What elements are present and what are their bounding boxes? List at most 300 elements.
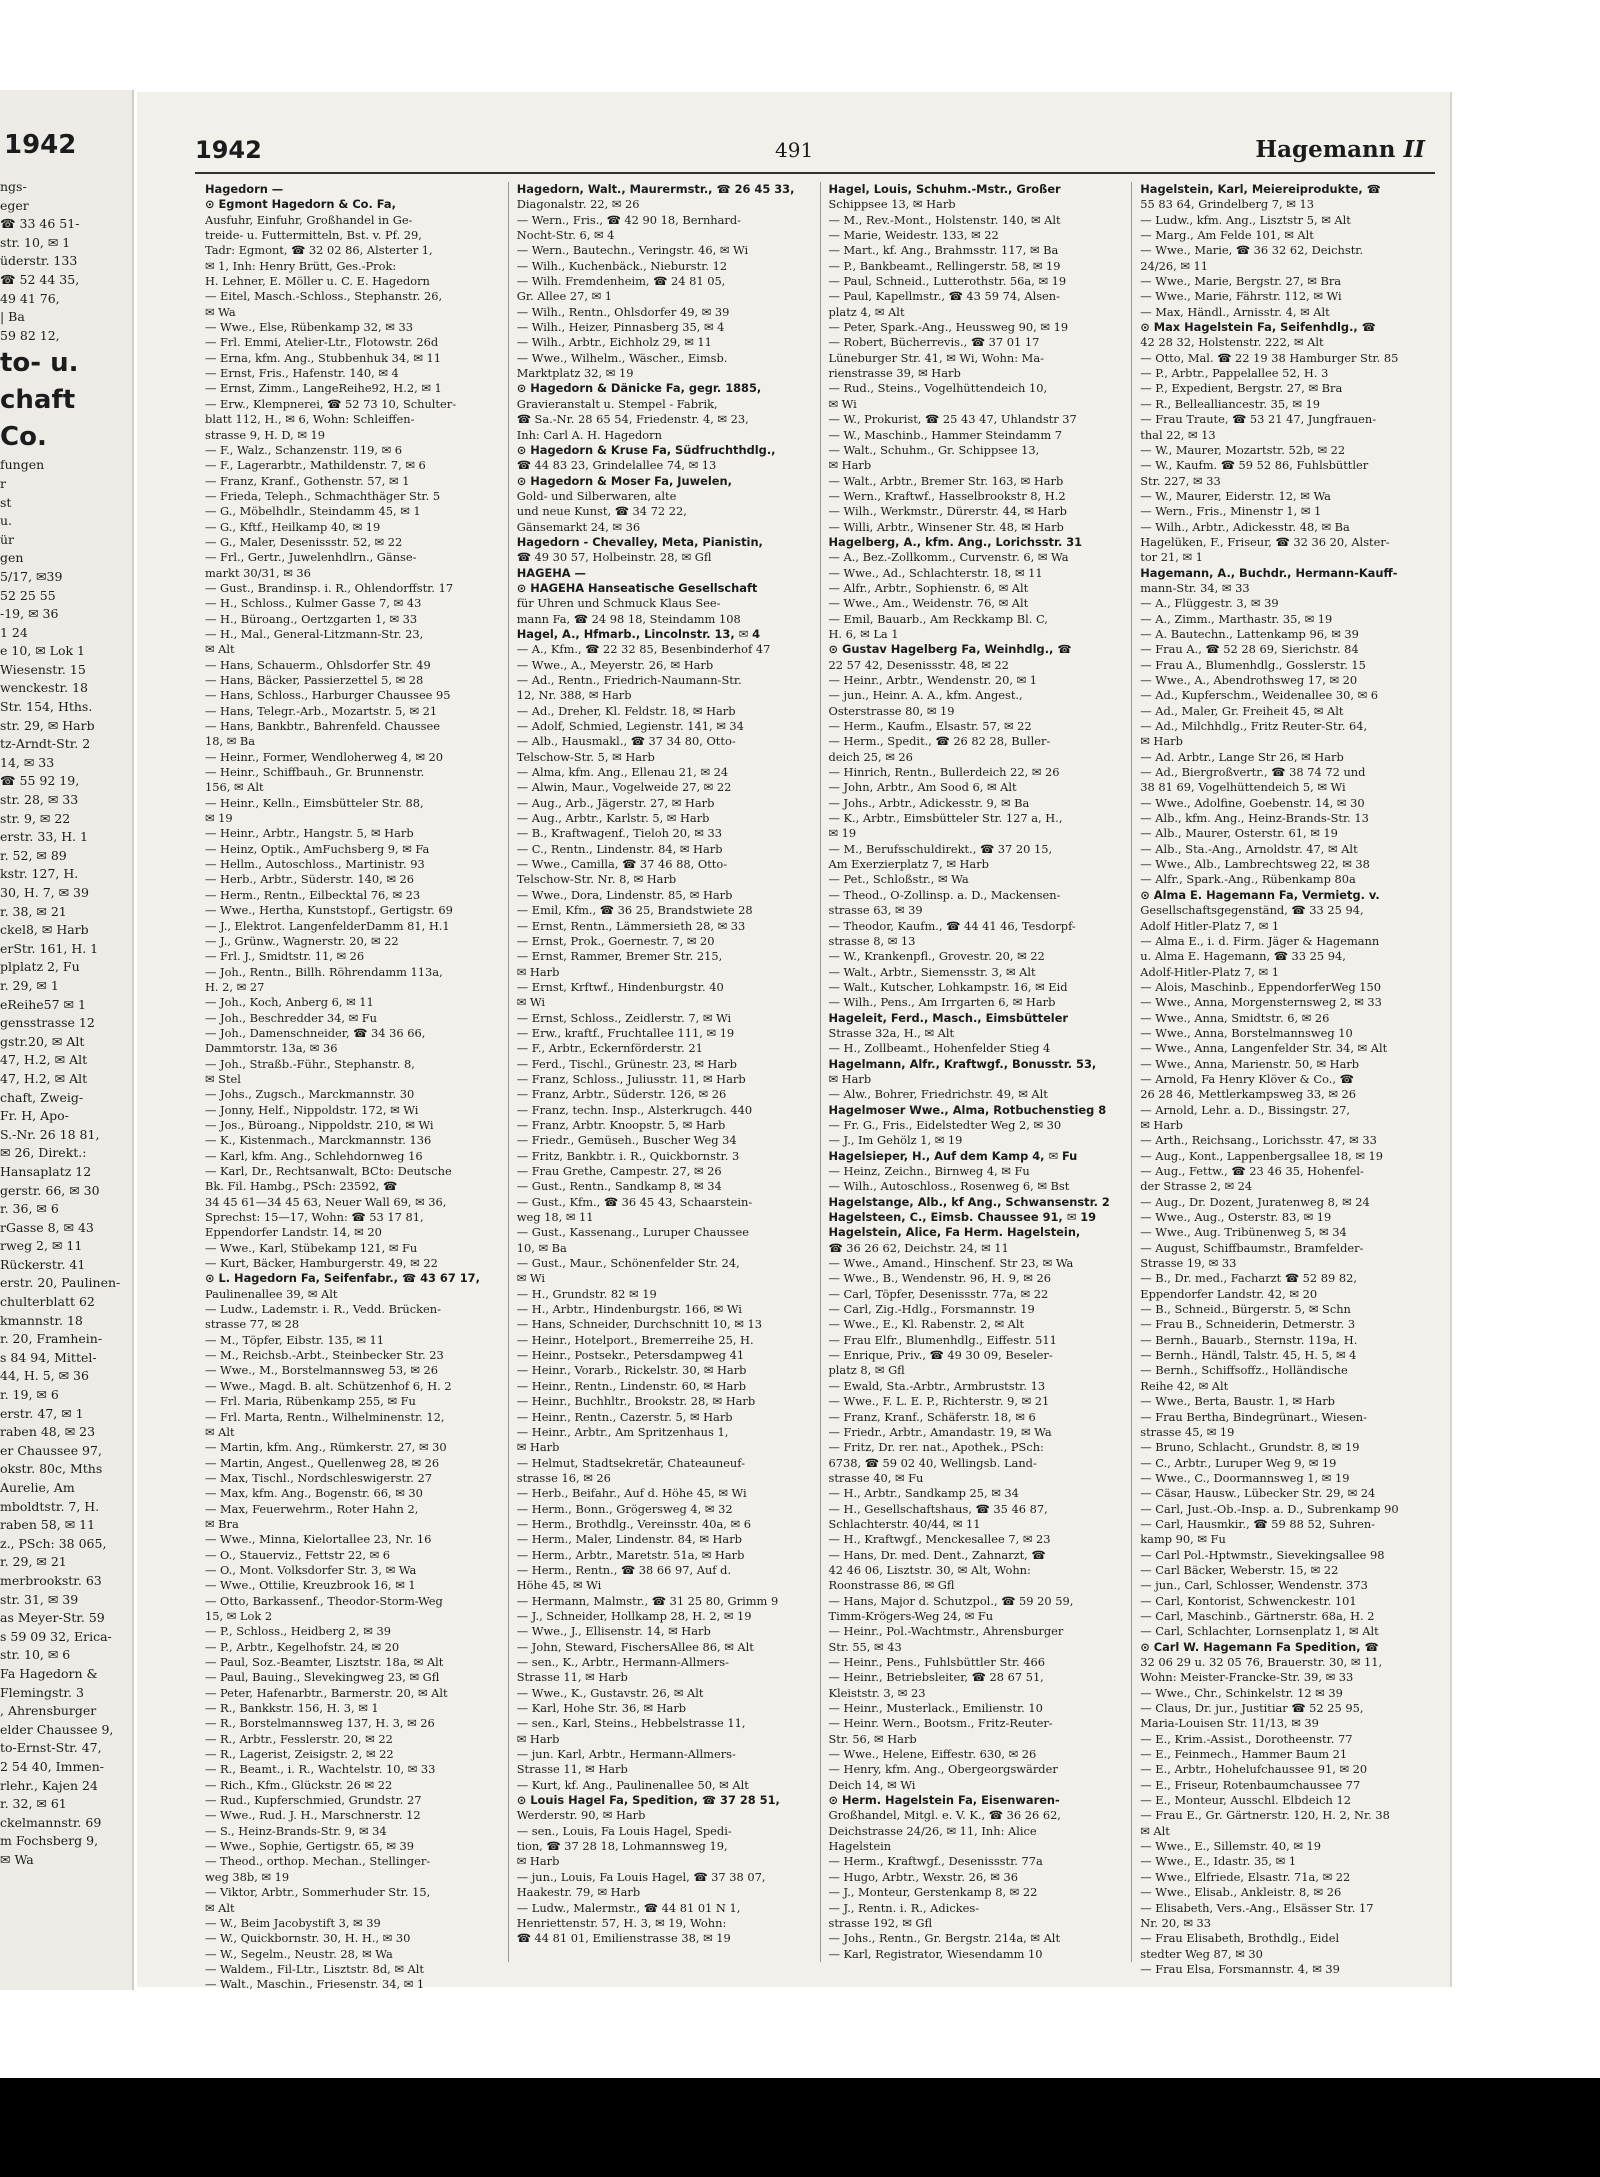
directory-entry-line: — Martin, kfm. Ang., Rümkerstr. 27, ✉ 30	[205, 1440, 447, 1455]
directory-entry-line: Hagelüken, F., Friseur, ☎ 32 36 20, Alster-	[1140, 534, 1390, 549]
directory-entry-line: — Wwe., Helene, Eiffestr. 630, ✉ 26	[828, 1747, 1037, 1762]
directory-entry-line: 24/26, ✉ 11	[1140, 258, 1208, 273]
directory-entry-line: ✉ Alt	[205, 1424, 235, 1439]
directory-entry-line: — Carl, Maschinb., Gärtnerstr. 68a, H. 2	[1140, 1608, 1375, 1623]
directory-entry-line: Diagonalstr. 22, ✉ 26	[516, 197, 640, 212]
previous-page-line: -19, ✉ 36	[0, 606, 59, 622]
directory-entry-line: — Ewald, Sta.-Arbtr., Armbruststr. 13	[828, 1378, 1046, 1393]
directory-entry-line: treide- u. Futtermitteln, Bst. v. Pf. 29,	[205, 228, 422, 243]
directory-entry-line: — Heinz, Zeichn., Birnweg 4, ✉ Fu	[828, 1164, 1030, 1178]
directory-entry-line: 55 83 64, Grindelberg 7, ✉ 13	[1140, 197, 1314, 212]
directory-entry-line: — Herm., Arbtr., Maretstr. 51a, ✉ Harb	[516, 1547, 745, 1562]
previous-page-line: chulterblatt 62	[0, 1294, 95, 1310]
directory-entry-line: Am Exerzierplatz 7, ✉ Harb	[828, 857, 989, 872]
previous-page-line: str. 9, ✉ 22	[0, 810, 71, 826]
directory-entry-line: — Wwe., B., Wendenstr. 96, H. 9, ✉ 26	[828, 1271, 1051, 1286]
previous-page-line: chaft, Zweig-	[0, 1089, 84, 1105]
previous-page-line: z., PSch: 38 065,	[0, 1535, 107, 1551]
directory-entry-line: ✉ Wi	[828, 396, 857, 411]
directory-entry-line: 6738, ☎ 59 02 40, Wellingsb. Land-	[828, 1455, 1037, 1470]
previous-page-line: kstr. 127, H.	[0, 866, 79, 882]
directory-entry-line: — M., Rev.-Mont., Holstenstr. 140, ✉ Alt	[828, 212, 1061, 227]
previous-page-line: Rückerstr. 41	[0, 1256, 86, 1272]
directory-entry-line: — Marie, Weidestr. 133, ✉ 22	[828, 228, 999, 243]
directory-entry-line: — Hermann, Malmstr., ☎ 31 25 80, Grimm 9	[516, 1593, 779, 1608]
previous-page-edge	[0, 90, 134, 1990]
directory-entry-line: — A., Kfm., ☎ 22 32 85, Besenbinderhof 47	[516, 642, 771, 657]
directory-entry-line: — A. Bautechn., Lattenkamp 96, ✉ 39	[1140, 626, 1359, 641]
directory-entry-line: — Frau A., ☎ 52 28 69, Sierichstr. 84	[1140, 642, 1359, 657]
directory-entry-line: — Frau Elisabeth, Brothdlg., Eidel	[1140, 1931, 1340, 1946]
directory-entry-line: — Ernst, Rentn., Lämmersieth 28, ✉ 33	[516, 918, 746, 933]
directory-entry-line: — Marg., Am Felde 101, ✉ Alt	[1140, 228, 1314, 243]
directory-entry-line: — J., Schneider, Hollkamp 28, H. 2, ✉ 19	[516, 1608, 752, 1623]
directory-entry-line: Lüneburger Str. 41, ✉ Wi, Wohn: Ma-	[828, 350, 1044, 365]
directory-entry-line: — C., Rentn., Lindenstr. 84, ✉ Harb	[516, 841, 723, 856]
directory-entry-line: — Aug., Arbtr., Karlstr. 5, ✉ Harb	[516, 811, 710, 826]
previous-page-line: str. 10, ✉ 1	[0, 234, 71, 250]
directory-entry-line: Adolf Hitler-Platz 7, ✉ 1	[1140, 918, 1280, 933]
directory-entry-line: — Ernst, Prok., Goernestr. 7, ✉ 20	[516, 933, 715, 948]
page-number: 491	[775, 138, 814, 162]
previous-page-line: tz-Arndt-Str. 2	[0, 736, 91, 752]
directory-entry-line: stedter Weg 87, ✉ 30	[1140, 1946, 1263, 1961]
directory-entry-line: Eppendorfer Landstr. 14, ✉ 20	[205, 1225, 382, 1240]
previous-page-line: ☎ 55 92 19,	[0, 773, 80, 789]
directory-entry-line: — Wwe., Else, Rübenkamp 32, ✉ 33	[205, 320, 413, 335]
directory-entry-line: — Ludw., Lademstr. i. R., Vedd. Brücken-	[205, 1302, 441, 1317]
directory-entry-line: — Frau Elfr., Blumenhdlg., Eiffestr. 511	[828, 1332, 1057, 1347]
previous-page-line: ☎ 33 46 51-	[0, 216, 80, 232]
directory-entry-line: der Strasse 2, ✉ 24	[1140, 1179, 1253, 1194]
directory-entry-line: — G., Maler, Desenissstr. 52, ✉ 22	[205, 534, 403, 549]
directory-entry-line: — Wwe., C., Doormannsweg 1, ✉ 19	[1140, 1470, 1350, 1485]
directory-entry-line: — Aug., Arb., Jägerstr. 27, ✉ Harb	[516, 795, 715, 810]
directory-entry-line: — Hans, Bankbtr., Bahrenfeld. Chaussee	[205, 719, 440, 734]
directory-entry-line: — E., Monteur, Ausschl. Elbdeich 12	[1140, 1793, 1351, 1808]
directory-entry-line: — Emil, Bauarb., Am Reckkamp Bl. C,	[828, 611, 1048, 626]
previous-page-line: er Chaussee 97,	[0, 1442, 102, 1458]
directory-entry-line: — Joh., Koch, Anberg 6, ✉ 11	[205, 995, 374, 1010]
directory-entry-line: Telschow-Str. 5, ✉ Harb	[516, 749, 655, 764]
previous-page-line: ür	[0, 531, 15, 547]
directory-entry-line: Hagelstange, Alb., kf Ang., Schwansenstr. 2	[828, 1194, 1110, 1209]
directory-entry-line: ✉ Alt	[205, 1900, 235, 1915]
directory-entry-line: Großhandel, Mitgl. e. V. K., ☎ 36 26 62,	[828, 1808, 1061, 1823]
directory-entry-line: H. 6, ✉ La 1	[828, 626, 899, 641]
directory-entry-line: ☎ Sa.-Nr. 28 65 54, Friedenstr. 4, ✉ 23,	[516, 412, 749, 427]
directory-entry-line: — Frau Grethe, Campestr. 27, ✉ 26	[516, 1164, 722, 1178]
directory-entry-line: — Heinr., Postsekr., Petersdampweg 41	[516, 1348, 745, 1363]
directory-entry-line: — Alma E., i. d. Firm. Jäger & Hagemann	[1140, 933, 1380, 948]
previous-page-line: | Ba	[0, 309, 25, 325]
previous-page-line: str. 10, ✉ 6	[0, 1647, 71, 1663]
directory-entry-line: Eppendorfer Landstr. 42, ✉ 20	[1140, 1286, 1318, 1301]
directory-entry-line: — O., Stauerviz., Fettstr 22, ✉ 6	[205, 1547, 390, 1562]
previous-page-line: rlehr., Kajen 24	[0, 1777, 98, 1793]
directory-entry-line: — Wwe., Minna, Kielortallee 23, Nr. 16	[205, 1532, 432, 1547]
directory-entry-line: — Aug., Kont., Lappenbergsallee 18, ✉ 19	[1140, 1148, 1384, 1163]
directory-entry-line: — Wwe., Aug., Osterstr. 83, ✉ 19	[1140, 1210, 1332, 1225]
directory-entry-line: — M., Berufsschuldirekt., ☎ 37 20 15,	[828, 841, 1053, 856]
previous-page-line: rweg 2, ✉ 11	[0, 1238, 83, 1254]
directory-entry-line: — Karl, Hohe Str. 36, ✉ Harb	[516, 1701, 687, 1716]
previous-page-line: 14, ✉ 33	[0, 754, 55, 770]
directory-entry-line: — J., Im Gehölz 1, ✉ 19	[828, 1133, 963, 1148]
directory-entry-line: — Aug., Fettw., ☎ 23 46 35, Hohenfel-	[1140, 1164, 1364, 1178]
directory-entry-line: — Wwe., Karl, Stübekamp 121, ✉ Fu	[205, 1240, 418, 1255]
directory-entry-line: — P., Expedient, Bergstr. 27, ✉ Bra	[1140, 381, 1343, 396]
directory-entry-line: — Paul, Schneid., Lutterothstr. 56a, ✉ 19	[828, 274, 1067, 289]
directory-entry-line: — Alb., Maurer, Osterstr. 61, ✉ 19	[1140, 826, 1338, 841]
directory-entry-line: — Fritz, Bankbtr. i. R., Quickbornstr. 3	[516, 1148, 740, 1163]
directory-entry-line: — Wwe., Sophie, Gertigstr. 65, ✉ 39	[205, 1839, 415, 1854]
previous-page-year: 1942	[4, 130, 77, 160]
previous-page-line: 5/17, ✉39	[0, 568, 63, 584]
directory-entry-line: — Willi, Arbtr., Winsener Str. 48, ✉ Harb	[828, 519, 1064, 534]
previous-page-line: 59 82 12,	[0, 327, 60, 343]
directory-entry-line: — Heinr., Vorarb., Rickelstr. 30, ✉ Harb	[516, 1363, 747, 1378]
previous-page-line: 1 24	[0, 624, 28, 640]
directory-entry-line: — R., Arbtr., Fesslerstr. 20, ✉ 22	[205, 1731, 393, 1746]
directory-entry-line: — W., Kaufm. ☎ 59 52 86, Fuhlsbüttler	[1140, 458, 1369, 473]
directory-entry-line: — Alois, Maschinb., EppendorferWeg 150	[1140, 979, 1382, 994]
directory-entry-line: — Hans, Dr. med. Dent., Zahnarzt, ☎	[828, 1547, 1046, 1562]
previous-page-line: erStr. 161, H. 1	[0, 940, 99, 956]
previous-page-line: eReihe57 ✉ 1	[0, 996, 86, 1012]
directory-entry-line: — Frau E., Gr. Gärtnerstr. 120, H. 2, Nr. 38	[1140, 1808, 1390, 1823]
previous-page-line: r. 29, ✉ 1	[0, 977, 59, 993]
directory-entry-line: u. Alma E. Hagemann, ☎ 33 25 94,	[1140, 949, 1346, 964]
directory-entry-line: ✉ Wi	[516, 1271, 546, 1286]
directory-entry-line: — Carl, Just.-Ob.-Insp. a. D., Subrenkamp 90	[1140, 1501, 1399, 1516]
directory-entry-line: — Wern., Bautechn., Veringstr. 46, ✉ Wi	[516, 243, 749, 258]
directory-entry-line: — Friedr., Gemüseh., Buscher Weg 34	[516, 1133, 737, 1148]
directory-entry-line: weg 38b, ✉ 19	[205, 1869, 290, 1884]
previous-page-line: s 59 09 32, Erica-	[0, 1628, 112, 1644]
directory-entry-line: ⊙ Gustav Hagelberg Fa, Weinhdlg., ☎	[828, 642, 1072, 657]
directory-entry-line: — sen., K., Arbtr., Hermann-Allmers-	[516, 1655, 729, 1669]
directory-entry-line: Hagel, Louis, Schuhm.-Mstr., Großer	[828, 182, 1061, 196]
directory-entry-line: Strasse 11, ✉ Harb	[516, 1670, 628, 1685]
directory-entry-line: — Wwe., E., Idastr. 35, ✉ 1	[1140, 1854, 1297, 1869]
directory-entry-line: — Heinr., Rentn., Lindenstr. 60, ✉ Harb	[516, 1378, 747, 1393]
directory-entry-line: — C., Arbtr., Luruper Weg 9, ✉ 19	[1140, 1455, 1337, 1470]
directory-entry-line: — Carl, Hausmkir., ☎ 59 88 52, Suhren-	[1140, 1516, 1376, 1531]
directory-entry-line: — H., Arbtr., Sandkamp 25, ✉ 34	[828, 1486, 1019, 1501]
directory-entry-line: Hagelmann, Alfr., Kraftwgf., Bonusstr. 53,	[828, 1056, 1097, 1071]
directory-entry-line: — Peter, Spark.-Ang., Heussweg 90, ✉ 19	[828, 320, 1069, 335]
directory-entry-line: — Hans, Schauerm., Ohlsdorfer Str. 49	[205, 657, 431, 672]
directory-entry-line: ✉ Harb	[516, 1731, 560, 1746]
previous-page-line: r. 19, ✉ 6	[0, 1387, 59, 1403]
directory-entry-line: Hagedorn —	[205, 182, 284, 196]
previous-page-line: Fa Hagedorn &	[0, 1665, 98, 1681]
directory-entry-line: Strasse 32a, H., ✉ Alt	[828, 1025, 955, 1040]
directory-entry-line: ✉ 19	[828, 826, 857, 841]
directory-entry-line: — Herm., Maler, Lindenstr. 84, ✉ Harb	[516, 1532, 742, 1547]
directory-entry-line: — Wwe., A., Abendrothsweg 17, ✉ 20	[1140, 673, 1358, 687]
directory-entry-line: — Helmut, Stadtsekretär, Chateauneuf-	[516, 1455, 745, 1470]
directory-entry-line: — Carl, Kontorist, Schwenckestr. 101	[1140, 1593, 1357, 1608]
directory-entry-line: 42 46 06, Lisztstr. 30, ✉ Alt, Wohn:	[828, 1562, 1031, 1577]
directory-entry-line: — Walt., Arbtr., Siemensstr. 3, ✉ Alt	[828, 964, 1036, 979]
directory-entry-line: — jun., Heinr. A. A., kfm. Angest.,	[828, 688, 1023, 703]
directory-entry-line: — Wwe., Anna, Marienstr. 50, ✉ Harb	[1140, 1056, 1360, 1071]
directory-entry-line: — Alwin, Maur., Vogelweide 27, ✉ 22	[516, 780, 732, 795]
directory-entry-line: — K., Kistenmach., Marckmannstr. 136	[205, 1133, 432, 1148]
previous-page-line: 2 54 40, Immen-	[0, 1758, 104, 1774]
directory-column-1	[205, 182, 509, 1992]
directory-entry-line: — Kurt, kf. Ang., Paulinenallee 50, ✉ Alt	[516, 1777, 749, 1792]
previous-page-line: gensstrasse 12	[0, 1015, 95, 1031]
directory-entry-line: — Wwe., Anna, Morgensternsweg 2, ✉ 33	[1140, 995, 1382, 1010]
directory-entry-line: für Uhren und Schmuck Klaus See-	[516, 596, 721, 611]
directory-column-4	[1140, 182, 1443, 1976]
directory-entry-line: — H., Zollbeamt., Hohenfelder Stieg 4	[828, 1041, 1051, 1056]
previous-page-line: r. 36, ✉ 6	[0, 1201, 59, 1217]
previous-page-line: ckelmannstr. 69	[0, 1814, 102, 1830]
directory-columns	[205, 182, 1443, 1992]
directory-entry-line: — Heinr., Buchhltr., Brookstr. 28, ✉ Harb	[516, 1394, 756, 1409]
directory-entry-line: ✉ Alt	[205, 642, 235, 657]
directory-entry-line: Reihe 42, ✉ Alt	[1140, 1378, 1229, 1393]
previous-page-line: to- u.	[0, 348, 79, 379]
directory-entry-line: — Frau A., Blumenhdlg., Gosslerstr. 15	[1140, 657, 1366, 672]
directory-entry-line: — Wern., Fris., ☎ 42 90 18, Bernhard-	[516, 212, 742, 227]
previous-page-line: r. 32, ✉ 61	[0, 1796, 67, 1812]
directory-entry-line: — Paul, Kapellmstr., ☎ 43 59 74, Alsen-	[828, 289, 1060, 304]
directory-entry-line: — Erw., Klempnerei, ☎ 52 73 10, Schulter-	[205, 396, 457, 411]
directory-entry-line: — H., Schloss., Kulmer Gasse 7, ✉ 43	[205, 596, 422, 611]
directory-entry-line: kamp 90, ✉ Fu	[1140, 1532, 1226, 1547]
running-head	[1255, 136, 1425, 163]
directory-entry-line: strasse 8, ✉ 13	[828, 933, 916, 948]
directory-entry-line: Wohn: Meister-Francke-Str. 39, ✉ 33	[1140, 1670, 1354, 1685]
directory-entry-line: — Martin, Angest., Quellenweg 28, ✉ 26	[205, 1455, 440, 1470]
previous-page-line: Flemingstr. 3	[0, 1684, 84, 1700]
directory-entry-line: — Wilh., Kuchenbäck., Nieburstr. 12	[516, 258, 728, 273]
previous-page-line: raben 48, ✉ 23	[0, 1424, 96, 1440]
directory-entry-line: — August, Schiffbaumstr., Bramfelder-	[1140, 1240, 1364, 1255]
directory-entry-line: ✉ 1, Inh: Henry Brütt, Ges.-Prok:	[205, 258, 397, 273]
previous-page-line: to-Ernst-Str. 47,	[0, 1740, 102, 1756]
directory-entry-line: — Wwe., Am., Weidenstr. 76, ✉ Alt	[828, 596, 1029, 611]
directory-entry-line: — E., Arbtr., Hohelufchaussee 91, ✉ 20	[1140, 1762, 1368, 1777]
directory-entry-line: Marktplatz 32, ✉ 19	[516, 366, 634, 381]
previous-page-line: mboldtstr. 7, H.	[0, 1498, 100, 1514]
directory-entry-line: — R., Bellealliancestr. 35, ✉ 19	[1140, 396, 1321, 411]
running-head-surname: Hagemann	[1255, 136, 1396, 163]
directory-entry-line: — Alb., Hausmakl., ☎ 37 34 80, Otto-	[516, 734, 736, 749]
directory-entry-line: — Wwe., Elisab., Ankleistr. 8, ✉ 26	[1140, 1885, 1342, 1900]
directory-entry-line: ⊙ Hagedorn & Kruse Fa, Südfruchthdlg.,	[516, 442, 776, 457]
previous-page-line: 44, H. 5, ✉ 36	[0, 1368, 89, 1384]
directory-entry-line: — Adolf, Schmied, Legienstr. 141, ✉ 34	[516, 719, 744, 734]
directory-entry-line: Werderstr. 90, ✉ Harb	[516, 1808, 646, 1823]
directory-entry-line: — Herb., Arbtr., Süderstr. 140, ✉ 26	[205, 872, 414, 887]
previous-page-line: r	[0, 475, 6, 491]
directory-entry-line: — Heinr. Wern., Bootsm., Fritz-Reuter-	[828, 1716, 1053, 1731]
directory-entry-line: Deich 14, ✉ Wi	[828, 1777, 916, 1792]
directory-entry-line: — Wwe., Marie, ☎ 36 32 62, Deichstr.	[1140, 243, 1364, 258]
directory-entry-line: ⊙ HAGEHA Hanseatische Gesellschaft	[516, 580, 758, 595]
directory-entry-line: Gravieranstalt u. Stempel - Fabrik,	[516, 396, 718, 411]
directory-entry-line: — P., Bankbeamt., Rellingerstr. 58, ✉ 19	[828, 258, 1061, 273]
directory-entry-line: — Walt., Arbtr., Bremer Str. 163, ✉ Harb	[828, 473, 1064, 488]
directory-entry-line: — Alfr., Arbtr., Sophienstr. 6, ✉ Alt	[828, 580, 1029, 595]
directory-entry-line: — Frau B., Schneiderin, Detmerstr. 3	[1140, 1317, 1356, 1332]
directory-entry-line: — F., Arbtr., Eckernförderstr. 21	[516, 1041, 703, 1056]
previous-page-line: gerstr. 66, ✉ 30	[0, 1182, 100, 1198]
directory-entry-line: — G., Möbelhdlr., Steindamm 45, ✉ 1	[205, 504, 421, 519]
directory-entry-line: — Wwe., Chr., Schinkelstr. 12 ✉ 39	[1140, 1685, 1343, 1700]
directory-entry-line: — Karl, kfm. Ang., Schlehdornweg 16	[205, 1148, 423, 1163]
directory-entry-line: — Wwe., J., Ellisenstr. 14, ✉ Harb	[516, 1624, 711, 1639]
directory-entry-line: — Herm., Brothdlg., Vereinsstr. 40a, ✉ 6	[516, 1516, 751, 1531]
directory-entry-line: — W., Maurer, Eiderstr. 12, ✉ Wa	[1140, 488, 1331, 503]
previous-page-line: Wiesenstr. 15	[0, 661, 86, 677]
directory-entry-line: ✉ Bra	[205, 1516, 239, 1531]
directory-entry-line: ✉ Harb	[1140, 734, 1183, 749]
directory-column-2	[517, 182, 821, 1962]
directory-entry-line: Hagedorn - Chevalley, Meta, Pianistin,	[516, 534, 763, 549]
directory-entry-line: — Wilh., Rentn., Ohlsdorfer 49, ✉ 39	[516, 304, 730, 319]
directory-entry-line: — Gust., Maur., Schönenfelder Str. 24,	[516, 1256, 740, 1271]
directory-entry-line: — Arnold, Lehr. a. D., Bissingstr. 27,	[1140, 1102, 1350, 1117]
directory-entry-line: — Wwe., Amand., Hinschenf. Str 23, ✉ Wa	[828, 1256, 1074, 1271]
directory-entry-line: Gr. Allee 27, ✉ 1	[516, 289, 613, 304]
directory-entry-line: — Franz, techn. Insp., Alsterkrugch. 440	[516, 1102, 753, 1117]
directory-entry-line: — Johs., Arbtr., Adickesstr. 9, ✉ Ba	[828, 795, 1030, 810]
directory-entry-line: — R., Lagerist, Zeisigstr. 2, ✉ 22	[205, 1747, 394, 1762]
directory-entry-line: — Frau Bertha, Bindegrünart., Wiesen-	[1140, 1409, 1367, 1424]
directory-entry-line: tor 21, ✉ 1	[1140, 550, 1203, 565]
directory-entry-line: — Wilh., Werkmstr., Dürerstr. 44, ✉ Harb	[828, 504, 1067, 519]
previous-page-line: ngs-	[0, 179, 27, 194]
directory-entry-line: — Mart., kf. Ang., Brahmsstr. 117, ✉ Ba	[828, 243, 1059, 258]
directory-entry-line: — Frau Elsa, Forsmannstr. 4, ✉ 39	[1140, 1961, 1340, 1976]
directory-entry-line: Gesellschaftsgegenständ, ☎ 33 25 94,	[1140, 903, 1364, 918]
previous-page-line: erstr. 47, ✉ 1	[0, 1405, 84, 1421]
directory-entry-line: Schlachterstr. 40/44, ✉ 11	[828, 1516, 981, 1531]
directory-entry-line: — Alb., Sta.-Ang., Arnoldstr. 47, ✉ Alt	[1140, 841, 1358, 856]
directory-entry-line: — Hans, Bäcker, Passierzettel 5, ✉ 28	[205, 673, 424, 687]
directory-entry-line: — Wwe., Alb., Lambrechtsweg 22, ✉ 38	[1140, 857, 1370, 872]
directory-entry-line: — M., Reichsb.-Arbt., Steinbecker Str. 23	[205, 1348, 444, 1363]
directory-entry-line: — Joh., Damenschneider, ☎ 34 36 66,	[205, 1025, 426, 1040]
directory-entry-line: weg 18, ✉ 11	[516, 1210, 594, 1225]
directory-entry-line: — Theod., orthop. Mechan., Stellinger-	[205, 1854, 431, 1869]
previous-page-line: 52 25 55	[0, 587, 56, 603]
directory-entry-line: — Carl Bäcker, Weberstr. 15, ✉ 22	[1140, 1562, 1339, 1577]
previous-page-line: ckel8, ✉ Harb	[0, 922, 89, 938]
directory-entry-line: — Herm., Kraftwgf., Desenissstr. 77a	[828, 1854, 1043, 1869]
directory-entry-line: ⊙ Egmont Hagedorn & Co. Fa,	[205, 197, 396, 212]
directory-entry-line: — Wwe., F. L. E. P., Richterstr. 9, ✉ 21	[828, 1394, 1050, 1409]
directory-entry-line: Hagelstein	[828, 1839, 892, 1854]
directory-entry-line: Schippsee 13, ✉ Harb	[828, 197, 956, 212]
directory-entry-line: Paulinenallee 39, ✉ Alt	[205, 1286, 338, 1301]
directory-entry-line: — Ad., Rentn., Friedrich-Naumann-Str.	[516, 673, 742, 687]
directory-entry-line: Strasse 11, ✉ Harb	[516, 1762, 628, 1777]
directory-entry-line: — Wwe., E., Sillemstr. 40, ✉ 19	[1140, 1839, 1322, 1854]
previous-page-line: e 10, ✉ Lok 1	[0, 643, 85, 659]
directory-entry-line: ✉ Wa	[205, 304, 236, 319]
directory-entry-line: — Ad. Arbtr., Lange Str 26, ✉ Harb	[1140, 749, 1344, 764]
directory-entry-line: — Theod., O-Zollinsp. a. D., Mackensen-	[828, 887, 1061, 902]
directory-entry-line: — Heinr., Arbtr., Am Spritzenhaus 1,	[516, 1424, 729, 1439]
directory-entry-line: Hageleit, Ferd., Masch., Eimsbütteler	[828, 1010, 1069, 1025]
previous-page-line: r. 38, ✉ 21	[0, 903, 67, 919]
directory-entry-line: — jun., Louis, Fa Louis Hagel, ☎ 37 38 07,	[516, 1869, 766, 1884]
directory-entry-line: — Herm., Rentn., Eilbecktal 76, ✉ 23	[205, 887, 421, 902]
directory-entry-line: — Arnold, Fa Henry Klöver & Co., ☎	[1140, 1071, 1354, 1086]
directory-entry-line: Hagelsieper, H., Auf dem Kamp 4, ✉ Fu	[828, 1148, 1078, 1163]
directory-entry-line: ✉ Harb	[1140, 1117, 1183, 1132]
directory-entry-line: — Ad., Maler, Gr. Freiheit 45, ✉ Alt	[1140, 703, 1344, 718]
directory-entry-line: — Kurt, Bäcker, Hamburgerstr. 49, ✉ 22	[205, 1256, 438, 1271]
directory-entry-line: — Wwe., E., Kl. Rabenstr. 2, ✉ Alt	[828, 1317, 1025, 1332]
directory-entry-line: ☎ 49 30 57, Holbeinstr. 28, ✉ Gfl	[516, 550, 712, 565]
directory-entry-line: — Jonny, Helf., Nippoldstr. 172, ✉ Wi	[205, 1102, 419, 1117]
directory-entry-line: 22 57 42, Desenissstr. 48, ✉ 22	[828, 657, 1009, 672]
directory-entry-line: — P., Schloss., Heidberg 2, ✉ 39	[205, 1624, 391, 1639]
directory-entry-line: — Carl, Zig.-Hdlg., Forsmannstr. 19	[828, 1302, 1035, 1317]
directory-entry-line: — Alfr., Spark.-Ang., Rübenkamp 80a	[1140, 872, 1356, 887]
directory-entry-line: — W., Prokurist, ☎ 25 43 47, Uhlandstr 37	[828, 412, 1077, 427]
directory-entry-line: platz 4, ✉ Alt	[828, 304, 905, 319]
directory-entry-line: mann-Str. 34, ✉ 33	[1140, 580, 1250, 595]
directory-entry-line: — Peter, Hafenarbtr., Barmerstr. 20, ✉ Alt	[205, 1685, 448, 1700]
directory-entry-line: — sen., Louis, Fa Louis Hagel, Spedi-	[516, 1823, 732, 1838]
directory-entry-line: — Hinrich, Rentn., Bullerdeich 22, ✉ 26	[828, 765, 1060, 780]
directory-entry-line: — Ludw., Malermstr., ☎ 44 81 01 N 1,	[516, 1900, 741, 1915]
directory-entry-line: — Frau Traute, ☎ 53 21 47, Jungfrauen-	[1140, 412, 1377, 427]
directory-entry-line: — Enrique, Priv., ☎ 49 30 09, Beseler-	[828, 1348, 1053, 1363]
previous-page-line: 49 41 76,	[0, 290, 60, 306]
directory-entry-line: — Ernst, Krftwf., Hindenburgstr. 40	[516, 979, 724, 994]
directory-entry-line: — J., Elektrot. LangenfelderDamm 81, H.1	[205, 918, 450, 933]
directory-entry-line: H. Lehner, E. Möller u. C. E. Hagedorn	[205, 274, 430, 289]
directory-entry-line: — Rich., Kfm., Glückstr. 26 ✉ 22	[205, 1777, 393, 1792]
previous-page-line: eger	[0, 197, 29, 213]
directory-entry-line: Hagedorn, Walt., Maurermstr., ☎ 26 45 33,	[516, 182, 795, 196]
directory-entry-line: ⊙ Herm. Hagelstein Fa, Eisenwaren-	[828, 1793, 1060, 1808]
directory-entry-line: — R., Bankkstr. 156, H. 3, ✉ 1	[205, 1701, 379, 1716]
directory-entry-line: — Bernh., Bauarb., Sternstr. 119a, H.	[1140, 1332, 1358, 1347]
directory-entry-line: — Herm., Rentn., ☎ 38 66 97, Auf d.	[516, 1562, 732, 1577]
directory-entry-line: — Rud., Steins., Vogelhüttendeich 10,	[828, 381, 1048, 396]
directory-entry-line: — Johs., Zugsch., Marckmannstr. 30	[205, 1087, 415, 1102]
directory-entry-line: — W., Krankenpfl., Grovestr. 20, ✉ 22	[828, 949, 1045, 964]
directory-entry-line: — Wwe., Camilla, ☎ 37 46 88, Otto-	[516, 857, 728, 872]
directory-entry-line: und neue Kunst, ☎ 34 72 22,	[516, 504, 687, 519]
directory-entry-line: — Wwe., M., Borstelmannsweg 53, ✉ 26	[205, 1363, 438, 1378]
directory-entry-line: — Hans, Schloss., Harburger Chaussee 95	[205, 688, 451, 703]
directory-entry-line: — Frl. Maria, Rübenkamp 255, ✉ Fu	[205, 1394, 416, 1409]
directory-entry-line: — H., Arbtr., Hindenburgstr. 166, ✉ Wi	[516, 1302, 742, 1317]
previous-page-line: wenckestr. 18	[0, 680, 89, 696]
directory-entry-line: thal 22, ✉ 13	[1140, 427, 1216, 442]
directory-entry-line: — Ferd., Tischl., Grünestr. 23, ✉ Harb	[516, 1056, 737, 1071]
directory-entry-line: — Ernst, Rammer, Bremer Str. 215,	[516, 949, 723, 964]
previous-page-line: gstr.20, ✉ Alt	[0, 1033, 85, 1049]
directory-entry-line: — Wwe., A., Meyerstr. 26, ✉ Harb	[516, 657, 714, 672]
directory-entry-line: — Ernst, Zimm., LangeReihe92, H.2, ✉ 1	[205, 381, 442, 396]
directory-entry-line: — Hellm., Autoschloss., Martinistr. 93	[205, 857, 425, 872]
directory-entry-line: — Emil, Kfm., ☎ 36 25, Brandstwiete 28	[516, 903, 753, 918]
